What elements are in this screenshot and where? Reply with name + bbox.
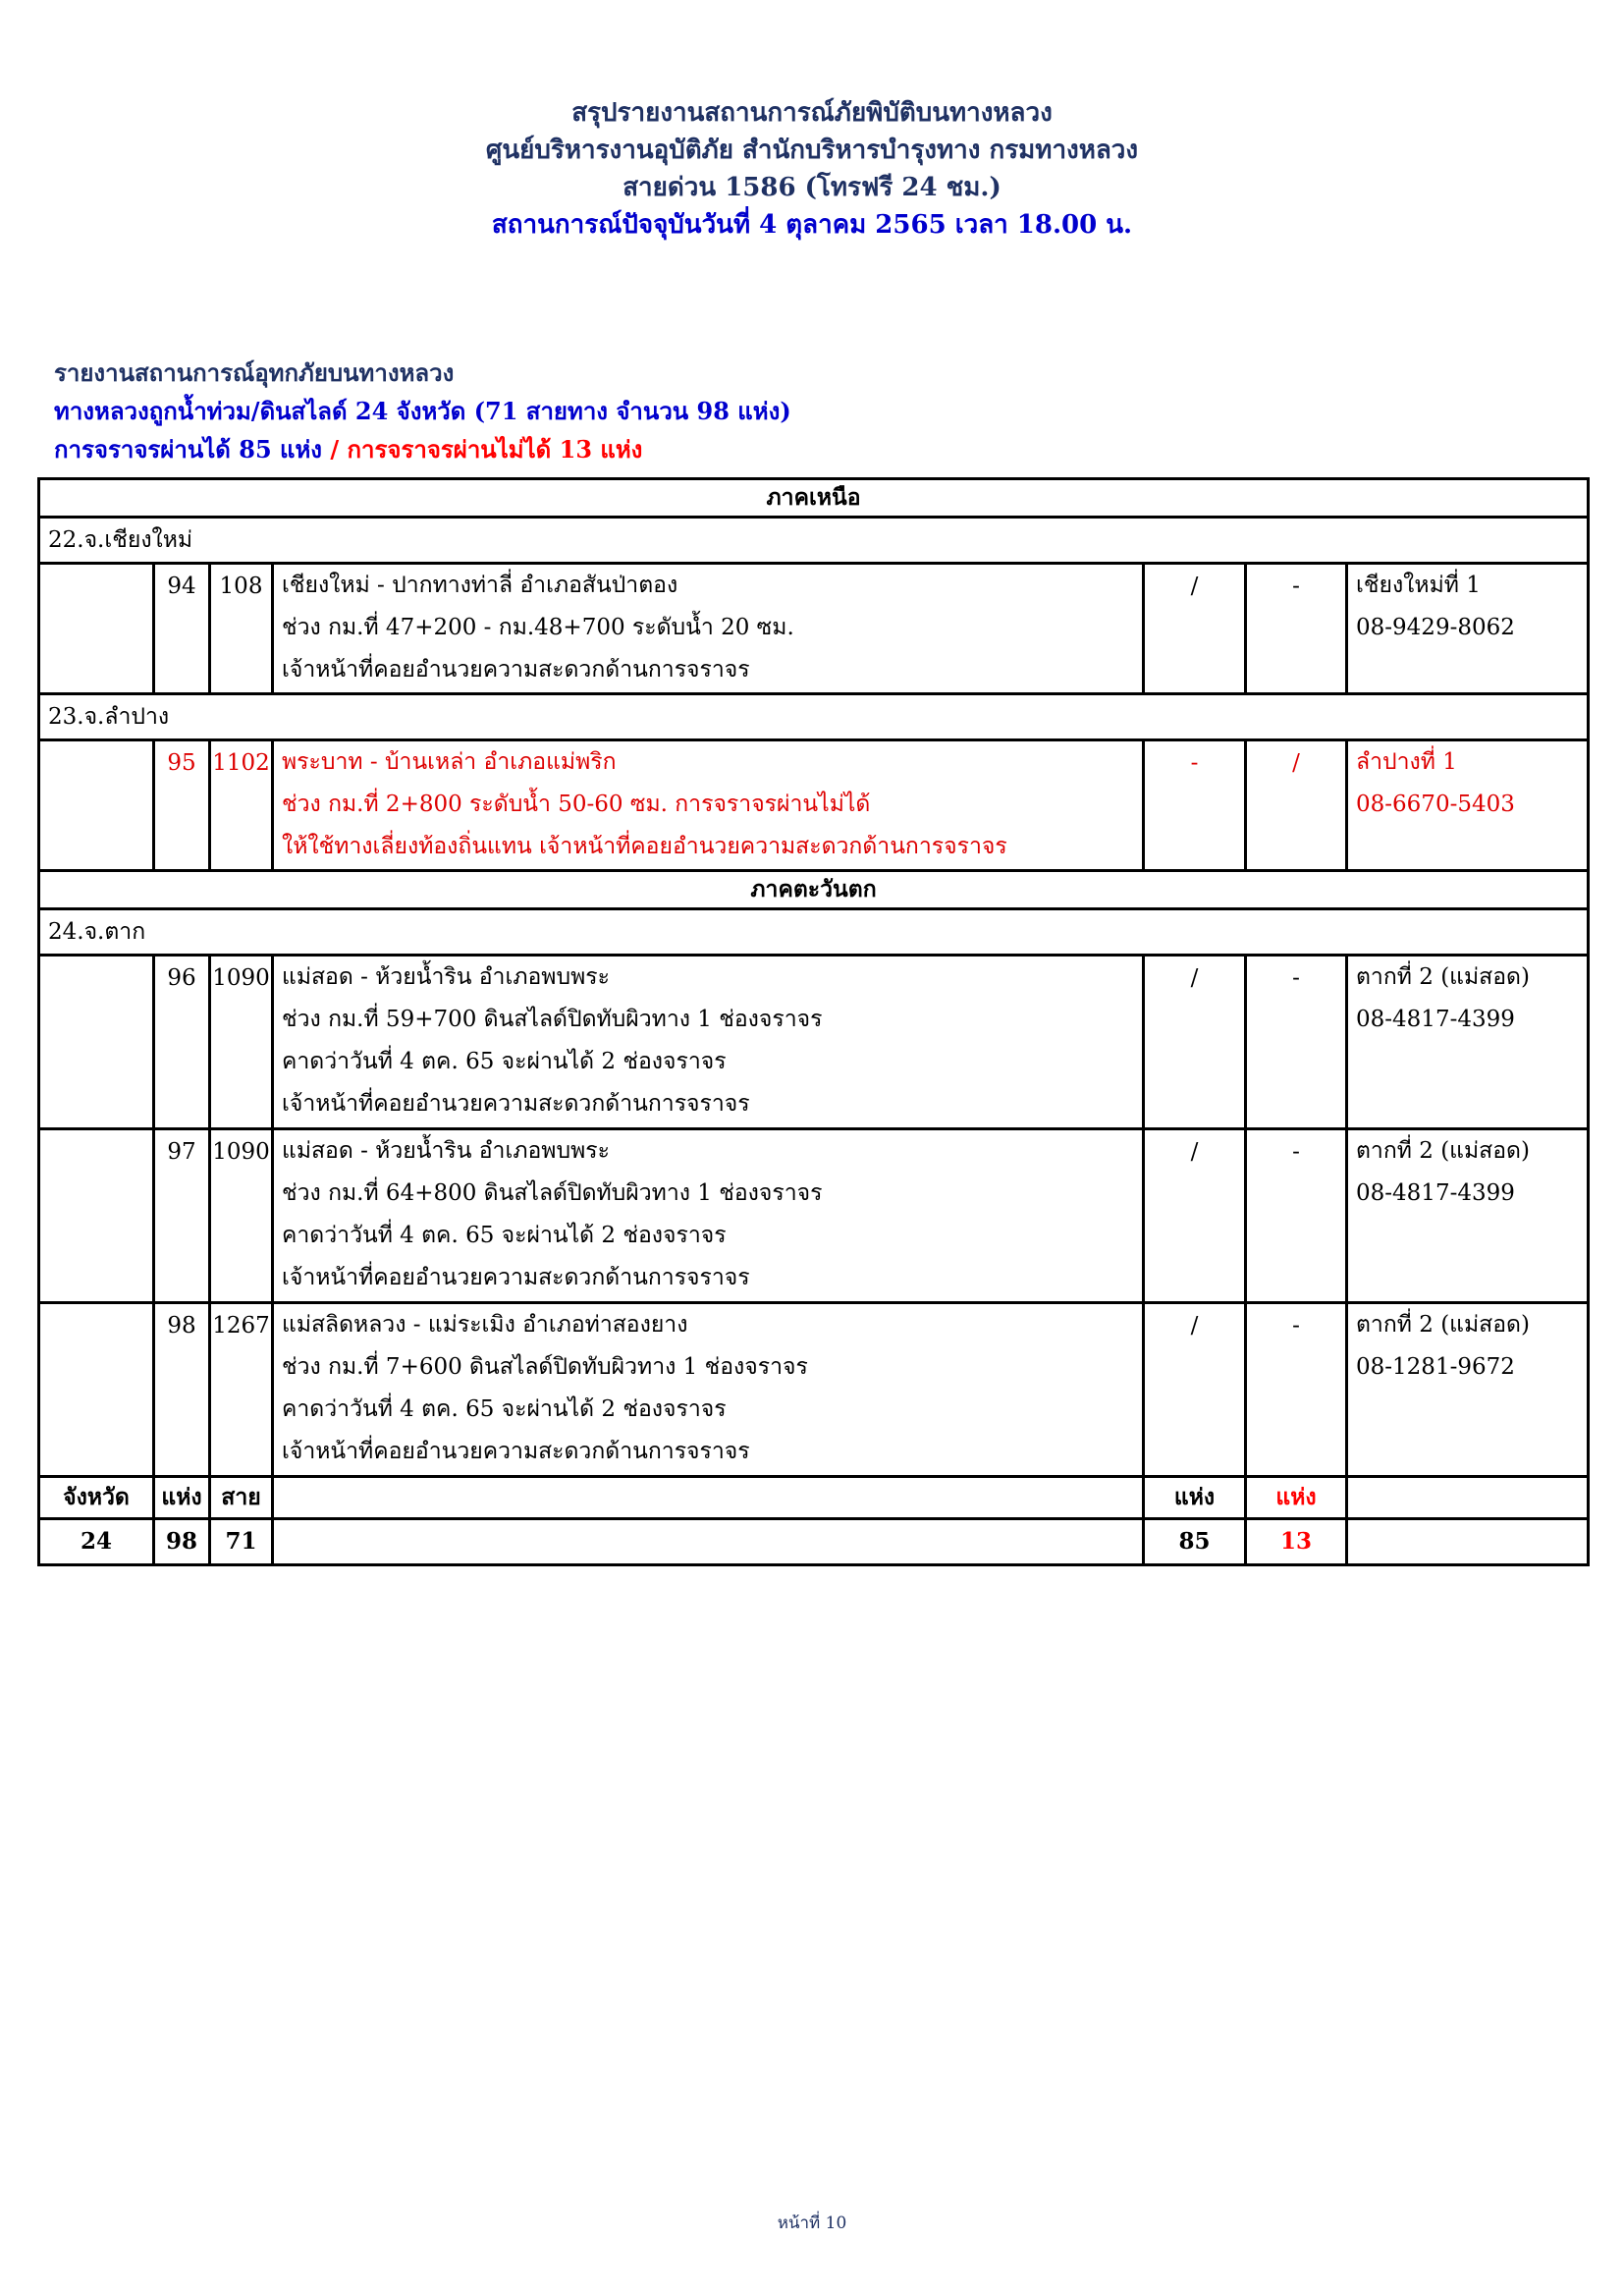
passable-count-text: การจราจรผ่านได้ 85 แห่ง bbox=[54, 435, 322, 464]
incident-description bbox=[273, 740, 1144, 871]
empty-cell bbox=[39, 1129, 154, 1303]
summary-col-routes: สาย bbox=[210, 1477, 273, 1519]
contact-cell bbox=[1347, 956, 1589, 1129]
summary-col-impassable: แห่ง bbox=[1246, 1477, 1347, 1519]
flood-report-title: รายงานสถานการณ์อุทกภัยบนทางหลวง bbox=[54, 358, 455, 387]
contact-phone: 08-6670-5403 bbox=[1356, 792, 1515, 817]
intro-block bbox=[54, 354, 791, 468]
incident-row-97 bbox=[39, 1129, 1589, 1303]
hotline-line: สายด่วน 1586 (โทรฟรี 24 ชม.) bbox=[623, 173, 1001, 202]
summary-val-passable: 85 bbox=[1144, 1519, 1246, 1565]
incident-no: 94 bbox=[154, 564, 210, 694]
incident-row-98 bbox=[39, 1303, 1589, 1477]
empty-cell bbox=[1347, 1477, 1589, 1519]
impassable-mark: - bbox=[1246, 956, 1347, 1129]
region-header-north bbox=[39, 479, 1589, 518]
desc-line: ช่วง กม.ที่ 59+700 ดินสไลด์ปิดทับผิวทาง 1 ช่องจราจร bbox=[282, 1007, 823, 1032]
desc-line: เจ้าหน้าที่คอยอำนวยความสะดวกด้านการจราจร bbox=[282, 657, 750, 683]
traffic-status-line bbox=[54, 430, 791, 468]
desc-line: ให้ใช้ทางเลี่ยงท้องถิ่นแทน เจ้าหน้าที่คอยอำนวยความสะดวกด้านการจราจร bbox=[282, 834, 1007, 859]
province-row-lampang bbox=[39, 694, 1589, 740]
incident-no: 96 bbox=[154, 956, 210, 1129]
document-header bbox=[0, 94, 1624, 244]
summary-col-passable: แห่ง bbox=[1144, 1477, 1246, 1519]
empty-cell bbox=[39, 564, 154, 694]
contact-office: ลำปางที่ 1 bbox=[1356, 749, 1457, 775]
desc-line: แม่สอด - ห้วยน้ำริน อำเภอพบพระ bbox=[282, 964, 610, 990]
incident-description bbox=[273, 1303, 1144, 1477]
desc-line: พระบาท - บ้านเหล่า อำเภอแม่พริก bbox=[282, 749, 617, 775]
incident-description bbox=[273, 1129, 1144, 1303]
province-row-chiangmai bbox=[39, 518, 1589, 564]
report-title: สรุปรายงานสถานการณ์ภัยพิบัติบนทางหลวง bbox=[571, 98, 1053, 128]
passable-mark: / bbox=[1144, 1129, 1246, 1303]
contact-office: เชียงใหม่ที่ 1 bbox=[1356, 573, 1481, 598]
desc-line: แม่สอด - ห้วยน้ำริน อำเภอพบพระ bbox=[282, 1138, 610, 1164]
contact-cell bbox=[1347, 564, 1589, 694]
impassable-count-text: การจราจรผ่านไม่ได้ 13 แห่ง bbox=[347, 435, 643, 464]
incident-row-94 bbox=[39, 564, 1589, 694]
province-row-tak bbox=[39, 909, 1589, 956]
flood-summary-line: ทางหลวงถูกน้ำท่วม/ดินสไลด์ 24 จังหวัด (71 สายทาง จำนวน 98 แห่ง) bbox=[54, 397, 791, 425]
summary-col-places: แห่ง bbox=[154, 1477, 210, 1519]
contact-phone: 08-9429-8062 bbox=[1356, 615, 1515, 640]
passable-mark: / bbox=[1144, 564, 1246, 694]
route-no: 1090 bbox=[210, 1129, 273, 1303]
contact-phone: 08-4817-4399 bbox=[1356, 1007, 1515, 1032]
summary-val-routes: 71 bbox=[210, 1519, 273, 1565]
incident-no: 98 bbox=[154, 1303, 210, 1477]
passable-mark: / bbox=[1144, 956, 1246, 1129]
incident-table bbox=[37, 477, 1590, 1566]
region-header-west bbox=[39, 871, 1589, 909]
incident-description bbox=[273, 956, 1144, 1129]
desc-line: เจ้าหน้าที่คอยอำนวยความสะดวกด้านการจราจร bbox=[282, 1439, 750, 1464]
route-no: 108 bbox=[210, 564, 273, 694]
route-no: 1267 bbox=[210, 1303, 273, 1477]
summary-values-row bbox=[39, 1519, 1589, 1565]
empty-cell bbox=[39, 956, 154, 1129]
incident-no: 97 bbox=[154, 1129, 210, 1303]
empty-cell bbox=[273, 1477, 1144, 1519]
empty-cell bbox=[273, 1519, 1144, 1565]
page-number: หน้าที่ 10 bbox=[777, 2214, 847, 2233]
route-no: 1090 bbox=[210, 956, 273, 1129]
summary-val-province: 24 bbox=[39, 1519, 154, 1565]
desc-line: คาดว่าวันที่ 4 ตค. 65 จะผ่านได้ 2 ช่องจราจร bbox=[282, 1223, 727, 1248]
contact-phone: 08-4817-4399 bbox=[1356, 1180, 1515, 1206]
summary-val-places: 98 bbox=[154, 1519, 210, 1565]
desc-line: ช่วง กม.ที่ 64+800 ดินสไลด์ปิดทับผิวทาง 1 ช่องจราจร bbox=[282, 1180, 823, 1206]
desc-line: ช่วง กม.ที่ 2+800 ระดับน้ำ 50-60 ซม. การจราจรผ่านไม่ได้ bbox=[282, 792, 871, 817]
summary-val-impassable: 13 bbox=[1246, 1519, 1347, 1565]
desc-line: เชียงใหม่ - ปากทางท่าลี่ อำเภอสันป่าตอง bbox=[282, 573, 678, 598]
passable-mark: / bbox=[1144, 1303, 1246, 1477]
contact-cell bbox=[1347, 740, 1589, 871]
impassable-mark: - bbox=[1246, 1303, 1347, 1477]
incident-row-96 bbox=[39, 956, 1589, 1129]
incident-no: 95 bbox=[154, 740, 210, 871]
desc-line: ช่วง กม.ที่ 47+200 - กม.48+700 ระดับน้ำ 20 ซม. bbox=[282, 615, 794, 640]
province-chiangmai-label: 22.จ.เชียงใหม่ bbox=[39, 518, 1589, 564]
region-west-label: ภาคตะวันตก bbox=[39, 871, 1589, 909]
contact-office: ตากที่ 2 (แม่สอด) bbox=[1356, 1312, 1530, 1338]
status-date-line: สถานการณ์ปัจจุบันวันที่ 4 ตุลาคม 2565 เวลา 18.00 น. bbox=[491, 210, 1133, 240]
empty-cell bbox=[39, 1303, 154, 1477]
desc-line: แม่สลิดหลวง - แม่ระเมิง อำเภอท่าสองยาง bbox=[282, 1312, 688, 1338]
impassable-mark: / bbox=[1246, 740, 1347, 871]
desc-line: เจ้าหน้าที่คอยอำนวยความสะดวกด้านการจราจร bbox=[282, 1091, 750, 1117]
contact-office: ตากที่ 2 (แม่สอด) bbox=[1356, 964, 1530, 990]
contact-cell bbox=[1347, 1303, 1589, 1477]
report-subtitle: ศูนย์บริหารงานอุบัติภัย สำนักบริหารบำรุงทาง กรมทางหลวง bbox=[485, 136, 1139, 165]
desc-line: คาดว่าวันที่ 4 ตค. 65 จะผ่านได้ 2 ช่องจราจร bbox=[282, 1049, 727, 1074]
incident-row-95 bbox=[39, 740, 1589, 871]
summary-header-row bbox=[39, 1477, 1589, 1519]
incident-description bbox=[273, 564, 1144, 694]
passable-mark: - bbox=[1144, 740, 1246, 871]
impassable-mark: - bbox=[1246, 564, 1347, 694]
desc-line: ช่วง กม.ที่ 7+600 ดินสไลด์ปิดทับผิวทาง 1 ช่องจราจร bbox=[282, 1354, 808, 1380]
contact-cell bbox=[1347, 1129, 1589, 1303]
desc-line: เจ้าหน้าที่คอยอำนวยความสะดวกด้านการจราจร bbox=[282, 1265, 750, 1290]
desc-line: คาดว่าวันที่ 4 ตค. 65 จะผ่านได้ 2 ช่องจราจร bbox=[282, 1396, 727, 1422]
province-tak-label: 24.จ.ตาก bbox=[39, 909, 1589, 956]
route-no: 1102 bbox=[210, 740, 273, 871]
empty-cell bbox=[39, 740, 154, 871]
empty-cell bbox=[1347, 1519, 1589, 1565]
status-separator: / bbox=[322, 435, 348, 464]
summary-col-province: จังหวัด bbox=[39, 1477, 154, 1519]
contact-office: ตากที่ 2 (แม่สอด) bbox=[1356, 1138, 1530, 1164]
province-lampang-label: 23.จ.ลำปาง bbox=[39, 694, 1589, 740]
contact-phone: 08-1281-9672 bbox=[1356, 1354, 1515, 1380]
region-north-label: ภาคเหนือ bbox=[39, 479, 1589, 518]
impassable-mark: - bbox=[1246, 1129, 1347, 1303]
